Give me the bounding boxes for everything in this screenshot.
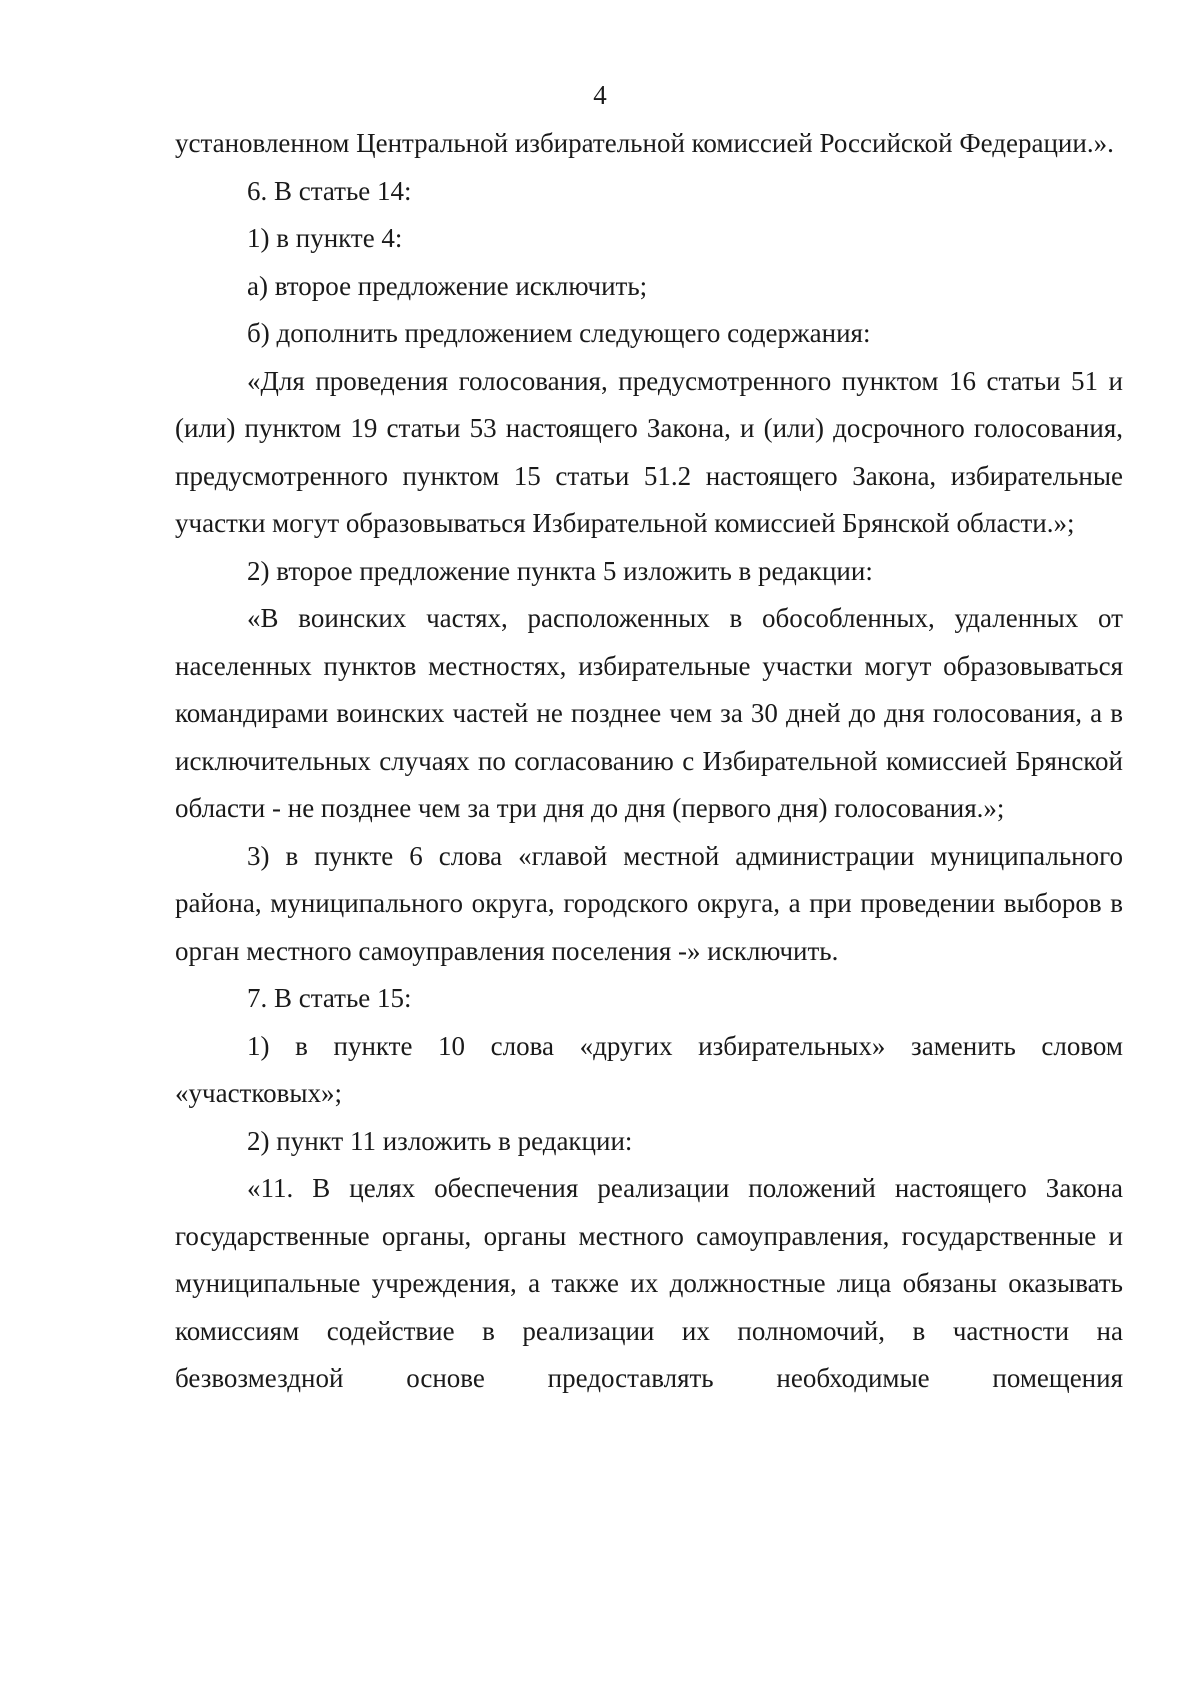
paragraph-11: 1) в пункте 10 слова «других избирательных» заменить словом «участковых»; — [175, 1030, 1123, 1108]
paragraph-10: 7. В статье 15: — [247, 983, 412, 1013]
paragraph-7: 2) второе предложение пункта 5 изложить в редакции: — [247, 555, 873, 586]
paragraph-4: а) второе предложение исключить; — [247, 270, 648, 301]
paragraph-6: «Для проведения голосования, предусмотренного пунктом 16 статьи 51 и (или) пунктом 19 статьи 53 настоящего Закона, и (или) досрочного голосования, предусмотренного пунктом 15 статьи 51.2 настоящего Закона, избирательные участки могут образовываться Избирательной комиссией Брянской области.»; — [175, 365, 1123, 538]
paragraph-8: «В воинских частях, расположенных в обособленных, удаленных от населенных пунктов местностях, избирательные участки могут образовываться командирами воинских частей не позднее чем за 30 дней до дня голосования, а в исключительных случаях по согласованию с Избирательной комиссией Брянской области - не позднее чем за три дня до дня (первого дня) голосования.»; — [175, 603, 1123, 823]
paragraph-1: установленном Центральной избирательной комиссией Российской Федерации.». — [175, 128, 1114, 158]
paragraph-13: «11. В целях обеспечения реализации положений настоящего Закона государственные органы, органы местного самоуправления, государственные и муниципальные учреждения, а также их должностные лица обязаны оказывать комиссиям содействие в реализации их полномочий, в частности на безвозмездной основе предоставлять необходимые помещения — [175, 1173, 1123, 1393]
paragraph-2: 6. В статье 14: — [247, 175, 412, 206]
paragraph-5: б) дополнить предложением следующего содержания: — [247, 318, 871, 348]
paragraph-12: 2) пункт 11 изложить в редакции: — [247, 1125, 633, 1156]
paragraph-9: 3) в пункте 6 слова «главой местной администрации муниципального района, муниципального округа, городского округа, а при проведении выборов в орган местного самоуправления поселения -» исключить. — [175, 840, 1123, 966]
document-body — [175, 120, 1123, 1403]
page-number: 4 — [593, 80, 607, 110]
paragraph-3: 1) в пункте 4: — [247, 223, 403, 253]
